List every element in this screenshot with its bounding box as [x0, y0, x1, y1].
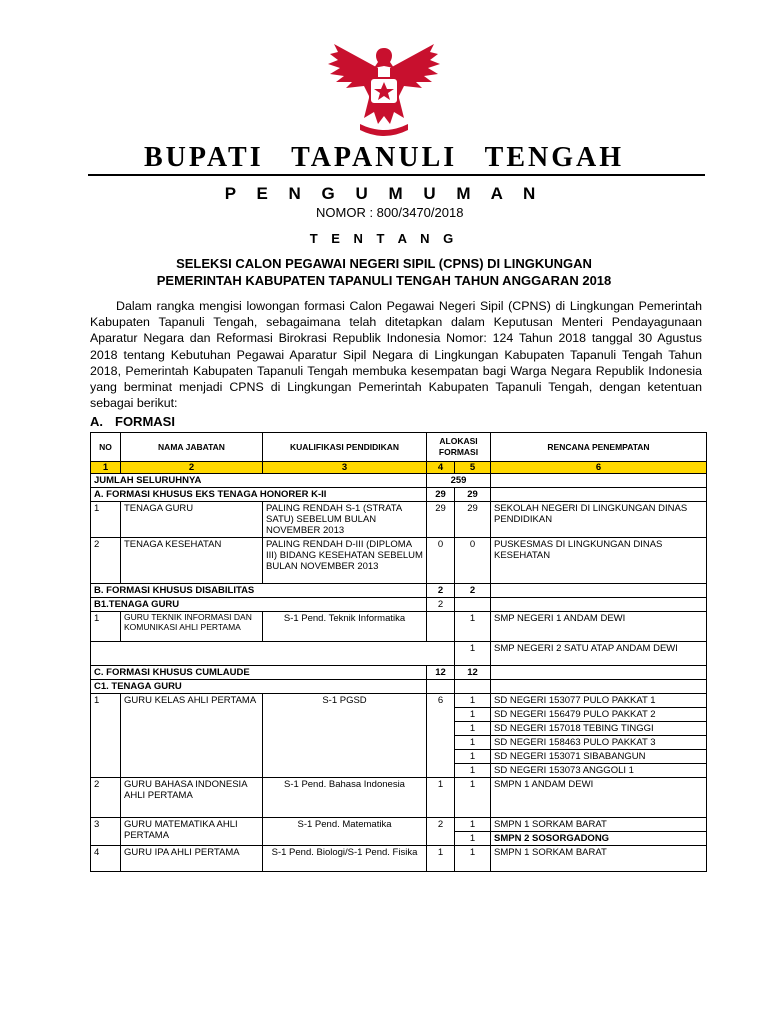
section-title: FORMASI	[115, 414, 175, 429]
section-heading	[90, 414, 175, 429]
position-name: TENAGA GURU	[121, 502, 263, 538]
total-value: 259	[427, 474, 491, 488]
placement: SMP NEGERI 2 SATU ATAP ANDAM DEWI	[491, 642, 707, 666]
allocation-value: 1	[455, 736, 491, 750]
placement: SMP NEGERI 1 ANDAM DEWI	[491, 612, 707, 642]
allocation-value: 1	[455, 846, 491, 872]
table-row	[91, 612, 707, 642]
table-row	[91, 846, 707, 872]
allocation-value: 1	[455, 764, 491, 778]
placement: SD NEGERI 153073 ANGGOLI 1	[491, 764, 707, 778]
row-number: 2	[91, 538, 121, 584]
position-name: GURU KELAS AHLI PERTAMA	[121, 694, 263, 778]
allocation-value: 1	[455, 778, 491, 818]
allocation-value: 12	[455, 666, 491, 680]
allocation-value: 0	[427, 538, 455, 584]
table-row	[91, 538, 707, 584]
garuda-emblem-icon	[324, 38, 444, 138]
qualification: PALING RENDAH D-III (DIPLOMA III) BIDANG KESEHATAN SEBELUM BULAN NOVEMBER 2013	[263, 538, 427, 584]
section-label: C. FORMASI KHUSUS CUMLAUDE	[91, 666, 427, 680]
placement: SD NEGERI 153077 PULO PAKKAT 1	[491, 694, 707, 708]
position-name: GURU IPA AHLI PERTAMA	[121, 846, 263, 872]
total-label: JUMLAH SELURUHNYA	[91, 474, 427, 488]
page-title: BUPATI TAPANULI TENGAH	[143, 142, 625, 173]
allocation-value: 2	[427, 818, 455, 846]
allocation-value: 6	[427, 694, 455, 778]
table-row	[91, 642, 707, 666]
formation-table	[90, 432, 707, 872]
qualification: S-1 Pend. Biologi/S-1 Pend. Fisika	[263, 846, 427, 872]
row-number: 1	[91, 694, 121, 778]
placement: SD NEGERI 153071 SIBABANGUN	[491, 750, 707, 764]
header-no: NO	[91, 433, 121, 462]
allocation-value: 29	[427, 502, 455, 538]
subject-line-2: PEMERINTAH KABUPATEN TAPANULI TENGAH TAHUN ANGGARAN 2018	[156, 273, 612, 288]
table-row	[91, 474, 707, 488]
allocation-value: 29	[455, 502, 491, 538]
subsection-label: B1.TENAGA GURU	[91, 598, 427, 612]
allocation-value: 1	[455, 708, 491, 722]
allocation-value: 1	[455, 642, 491, 666]
allocation-value: 1	[455, 818, 491, 832]
header-qualification: KUALIFIKASI PENDIDIKAN	[263, 433, 427, 462]
col-number: 4	[427, 462, 455, 474]
placement: SD NEGERI 158463 PULO PAKKAT 3	[491, 736, 707, 750]
placement: SD NEGERI 156479 PULO PAKKAT 2	[491, 708, 707, 722]
section-letter: A.	[90, 414, 103, 429]
header-placement: RENCANA PENEMPATAN	[491, 433, 707, 462]
column-number-row	[91, 462, 707, 474]
col-number: 5	[455, 462, 491, 474]
allocation-value: 1	[427, 846, 455, 872]
position-name: GURU TEKNIK INFORMASI DAN KOMUNIKASI AHLI PERTAMA	[121, 612, 263, 642]
section-label: A. FORMASI KHUSUS EKS TENAGA HONORER K-II	[91, 488, 427, 502]
position-name: GURU BAHASA INDONESIA AHLI PERTAMA	[121, 778, 263, 818]
col-number: 3	[263, 462, 427, 474]
position-name: TENAGA KESEHATAN	[121, 538, 263, 584]
table-row	[91, 680, 707, 694]
qualification: PALING RENDAH S-1 (STRATA SATU) SEBELUM BULAN NOVEMBER 2013	[263, 502, 427, 538]
qualification: S-1 Pend. Teknik Informatika	[263, 612, 427, 642]
subsection-label: C1. TENAGA GURU	[91, 680, 427, 694]
col-number: 2	[121, 462, 263, 474]
table-row	[91, 818, 707, 832]
title-rule	[88, 174, 705, 176]
allocation-value: 1	[455, 694, 491, 708]
table-row	[91, 488, 707, 502]
allocation-value: 29	[455, 488, 491, 502]
qualification: S-1 PGSD	[263, 694, 427, 778]
table-row	[91, 598, 707, 612]
placement: SMPN 2 SOSORGADONG	[491, 832, 707, 846]
col-number: 6	[491, 462, 707, 474]
section-label: B. FORMASI KHUSUS DISABILITAS	[91, 584, 427, 598]
table-row	[91, 666, 707, 680]
allocation-value: 1	[455, 722, 491, 736]
document-number: NOMOR : 800/3470/2018	[316, 205, 464, 220]
allocation-value: 1	[427, 778, 455, 818]
allocation-value: 2	[455, 584, 491, 598]
allocation-value: 1	[455, 832, 491, 846]
allocation-value: 12	[427, 666, 455, 680]
placement: SMPN 1 SORKAM BARAT	[491, 846, 707, 872]
row-number: 4	[91, 846, 121, 872]
qualification: S-1 Pend. Matematika	[263, 818, 427, 846]
allocation-value: 2	[427, 584, 455, 598]
announcement-heading: P E N G U M U M A N	[224, 184, 544, 203]
about-heading: T E N T A N G	[309, 231, 459, 246]
allocation-value: 2	[427, 598, 455, 612]
position-name: GURU MATEMATIKA AHLI PERTAMA	[121, 818, 263, 846]
subject-line-1: SELEKSI CALON PEGAWAI NEGERI SIPIL (CPNS) DI LINGKUNGAN	[176, 256, 592, 271]
table-row	[91, 778, 707, 818]
allocation-value: 1	[455, 612, 491, 642]
placement: SD NEGERI 157018 TEBING TINGGI	[491, 722, 707, 736]
row-number: 3	[91, 818, 121, 846]
allocation-value: 0	[455, 538, 491, 584]
header-name: NAMA JABATAN	[121, 433, 263, 462]
intro-paragraph: Dalam rangka mengisi lowongan formasi Calon Pegawai Negeri Sipil (CPNS) di Lingkungan Pemerintah Kabupaten Tapanuli Tengah, sebagaimana telah ditetapkan dalam Keputusan Menteri Pendayagunaan Aparatur Negara dan Reformasi Birokrasi Republik Indonesia Nomor: 124 Tahun 2018 tanggal 30 Agustus 2018 tentang Kebutuhan Pegawai Aparatur Sipil Negara di Lingkungan Kabupaten Tapanuli Tengah Tahun 2018, Pemerintah Kabupaten Tapanuli Tengah membuka kesempatan bagi Warga Negara Republik Indonesia yang berminat menjadi CPNS di Lingkungan Pemerintah Kabupaten Tapanuli Tengah, dengan ketentuan sebagai berikut:	[90, 299, 702, 411]
table-row	[91, 502, 707, 538]
placement: SMPN 1 SORKAM BARAT	[491, 818, 707, 832]
placement: SEKOLAH NEGERI DI LINGKUNGAN DINAS PENDIDIKAN	[491, 502, 707, 538]
row-number: 2	[91, 778, 121, 818]
qualification: S-1 Pend. Bahasa Indonesia	[263, 778, 427, 818]
header-allocation: ALOKASI FORMASI	[427, 433, 491, 462]
allocation-value: 29	[427, 488, 455, 502]
row-number: 1	[91, 502, 121, 538]
table-row	[91, 694, 707, 708]
placement: PUSKESMAS DI LINGKUNGAN DINAS KESEHATAN	[491, 538, 707, 584]
placement: SMPN 1 ANDAM DEWI	[491, 778, 707, 818]
table-row	[91, 584, 707, 598]
row-number: 1	[91, 612, 121, 642]
col-number: 1	[91, 462, 121, 474]
allocation-value: 1	[455, 750, 491, 764]
